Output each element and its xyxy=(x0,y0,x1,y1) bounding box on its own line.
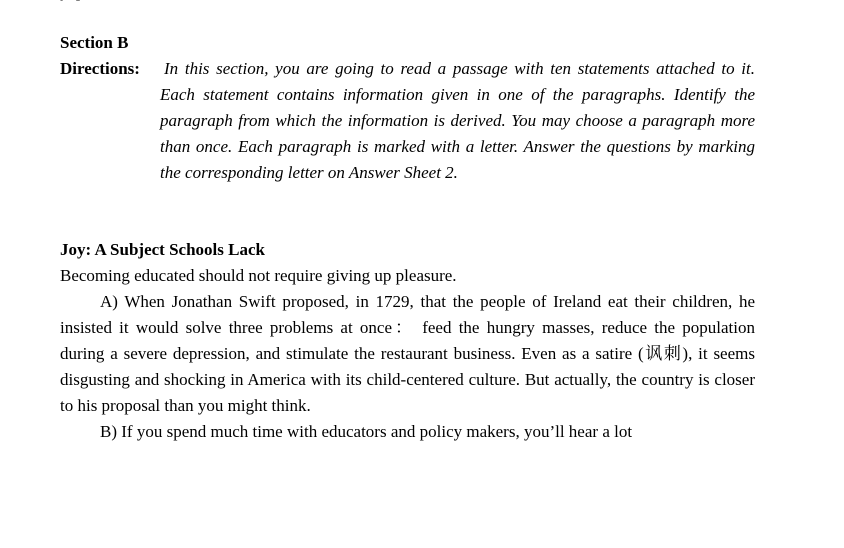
paragraph-a: A) When Jonathan Swift proposed, in 1729, that the people of Ireland eat their children, he insisted it would solve three problems at once： feed the hungry masses, reduce the population during a severe depression, and stimulate the restaurant business. Even as a satire (讽刺), it seems disgusting and shocking in America with its child-centered culture. But actually, the country is closer to his proposal than you might think. xyxy=(60,292,755,415)
paragraph-b: B) If you spend much time with educators and policy makers, you’ll hear a lot xyxy=(100,422,633,441)
article-subtitle: Becoming educated should not require giving up pleasure. xyxy=(60,266,457,285)
directions-label: Directions: xyxy=(60,59,140,78)
article-title: Joy: A Subject Schools Lack xyxy=(60,240,265,259)
section-title: Section B xyxy=(60,33,129,52)
directions-text: In this section, you are going to read a passage with ten statements attached to it. Each statement contains information given in one of the paragraphs. Identify the paragraph from which the information is derived. You may choose a paragraph more than once. Each paragraph is marked with a letter. Answer the questions by marking the corresponding letter on Answer Sheet 2. xyxy=(160,59,755,182)
previous-page-cut-text xyxy=(60,0,84,5)
article-body xyxy=(60,289,755,445)
